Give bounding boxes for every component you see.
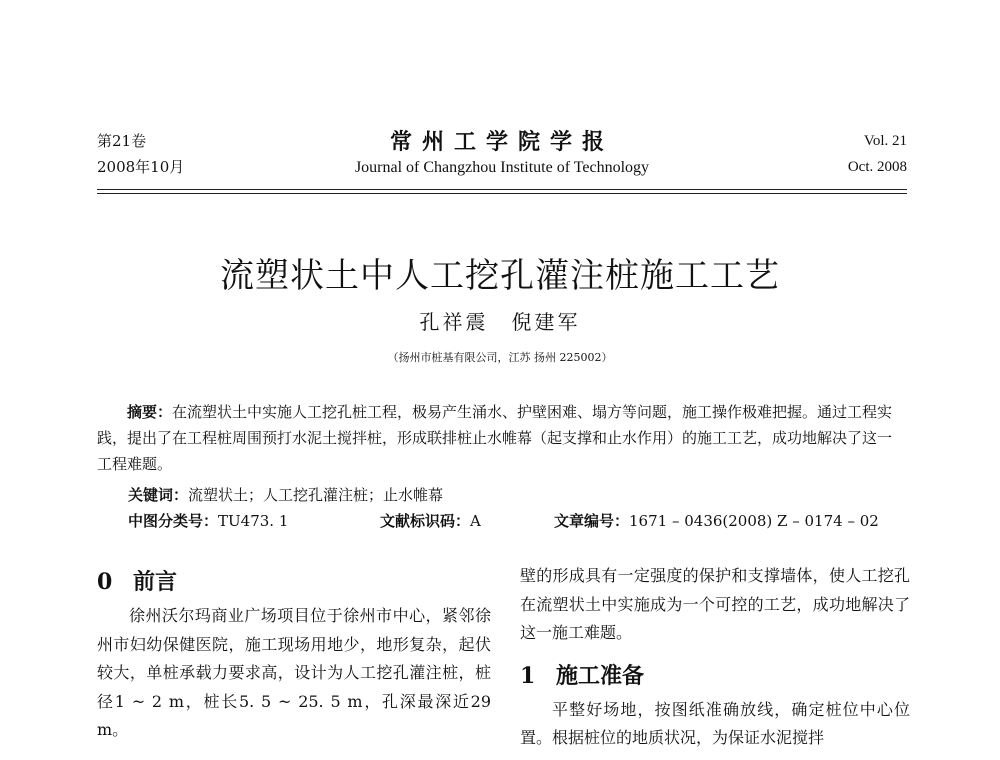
section-title: 前言 <box>133 569 178 595</box>
date-cn: 2008年10月 <box>97 158 185 176</box>
keywords <box>128 482 443 508</box>
prep-paragraph: 平整好场地，按图纸准确放线，确定桩位中心位置。根据桩位的地质状况，为保证水泥搅拌 <box>520 699 910 747</box>
article-number <box>554 508 879 534</box>
journal-name-cn: 常州工学院学报 <box>389 129 614 155</box>
article-number-label: 文章编号： <box>554 512 630 530</box>
abstract-label: 摘要： <box>127 403 173 421</box>
clc-label: 中图分类号： <box>128 512 219 530</box>
article-number-value: 1671 – 0436(2008) Z – 0174 – 02 <box>629 512 879 530</box>
header-rule-top <box>97 189 907 190</box>
continued-paragraph: 壁的形成具有一定强度的保护和支撑墙体，使人工挖孔在流塑状土中实施成为一个可控的工艺，成功地解决了这一施工难题。 <box>520 566 910 642</box>
clc-value: TU473. 1 <box>218 512 289 530</box>
date-en: Oct. 2008 <box>847 159 907 175</box>
doc-value: A <box>470 512 481 530</box>
right-column <box>520 562 910 753</box>
keywords-label: 关键词： <box>128 486 189 504</box>
article-authors: 孔祥震 倪建军 <box>419 310 581 334</box>
journal-header <box>97 128 907 188</box>
abstract <box>97 399 897 477</box>
intro-paragraph: 徐州沃尔玛商业广场项目位于徐州市中心，紧邻徐州市妇幼保健医院，施工现场用地少，地形复杂，起伏较大，单桩承载力要求高，设计为人工挖孔灌注桩，桩径1 ~ 2 m，桩长5. 5 ~ 25. 5 m，孔深最深近29 m。 <box>97 606 491 739</box>
volume-cn: 第21卷 <box>97 132 147 150</box>
header-center <box>97 128 907 180</box>
journal-name-en: Journal of Changzhou Institute of Technology <box>354 159 650 176</box>
header-rule-bottom <box>97 193 907 194</box>
abstract-text: 在流塑状土中实施人工挖孔桩工程，极易产生涌水、护壁困难、塌方等问题，施工操作极难把握。通过工程实践，提出了在工程桩周围预打水泥土搅拌桩，形成联排桩止水帷幕（起支撑和止水作用）的施工工艺，成功地解决了这一工程难题。 <box>97 403 893 473</box>
section-heading-intro <box>97 562 491 602</box>
doc-code <box>380 508 481 534</box>
author-affiliation: （扬州市桩基有限公司，江苏 扬州 225002） <box>387 351 613 364</box>
header-right <box>848 128 907 180</box>
section-number: 1 <box>520 662 536 689</box>
keywords-text: 流塑状土；人工挖孔灌注桩；止水帷幕 <box>188 486 444 504</box>
section-title: 施工准备 <box>556 662 645 689</box>
left-column <box>97 562 491 745</box>
volume-en: Vol. 21 <box>863 133 907 149</box>
clc-code <box>128 508 288 534</box>
section-heading-prep <box>520 656 910 696</box>
section-number: 0 <box>97 569 113 595</box>
doc-label: 文献标识码： <box>380 512 471 530</box>
article-title: 流塑状土中人工挖孔灌注桩施工工艺 <box>220 256 780 296</box>
